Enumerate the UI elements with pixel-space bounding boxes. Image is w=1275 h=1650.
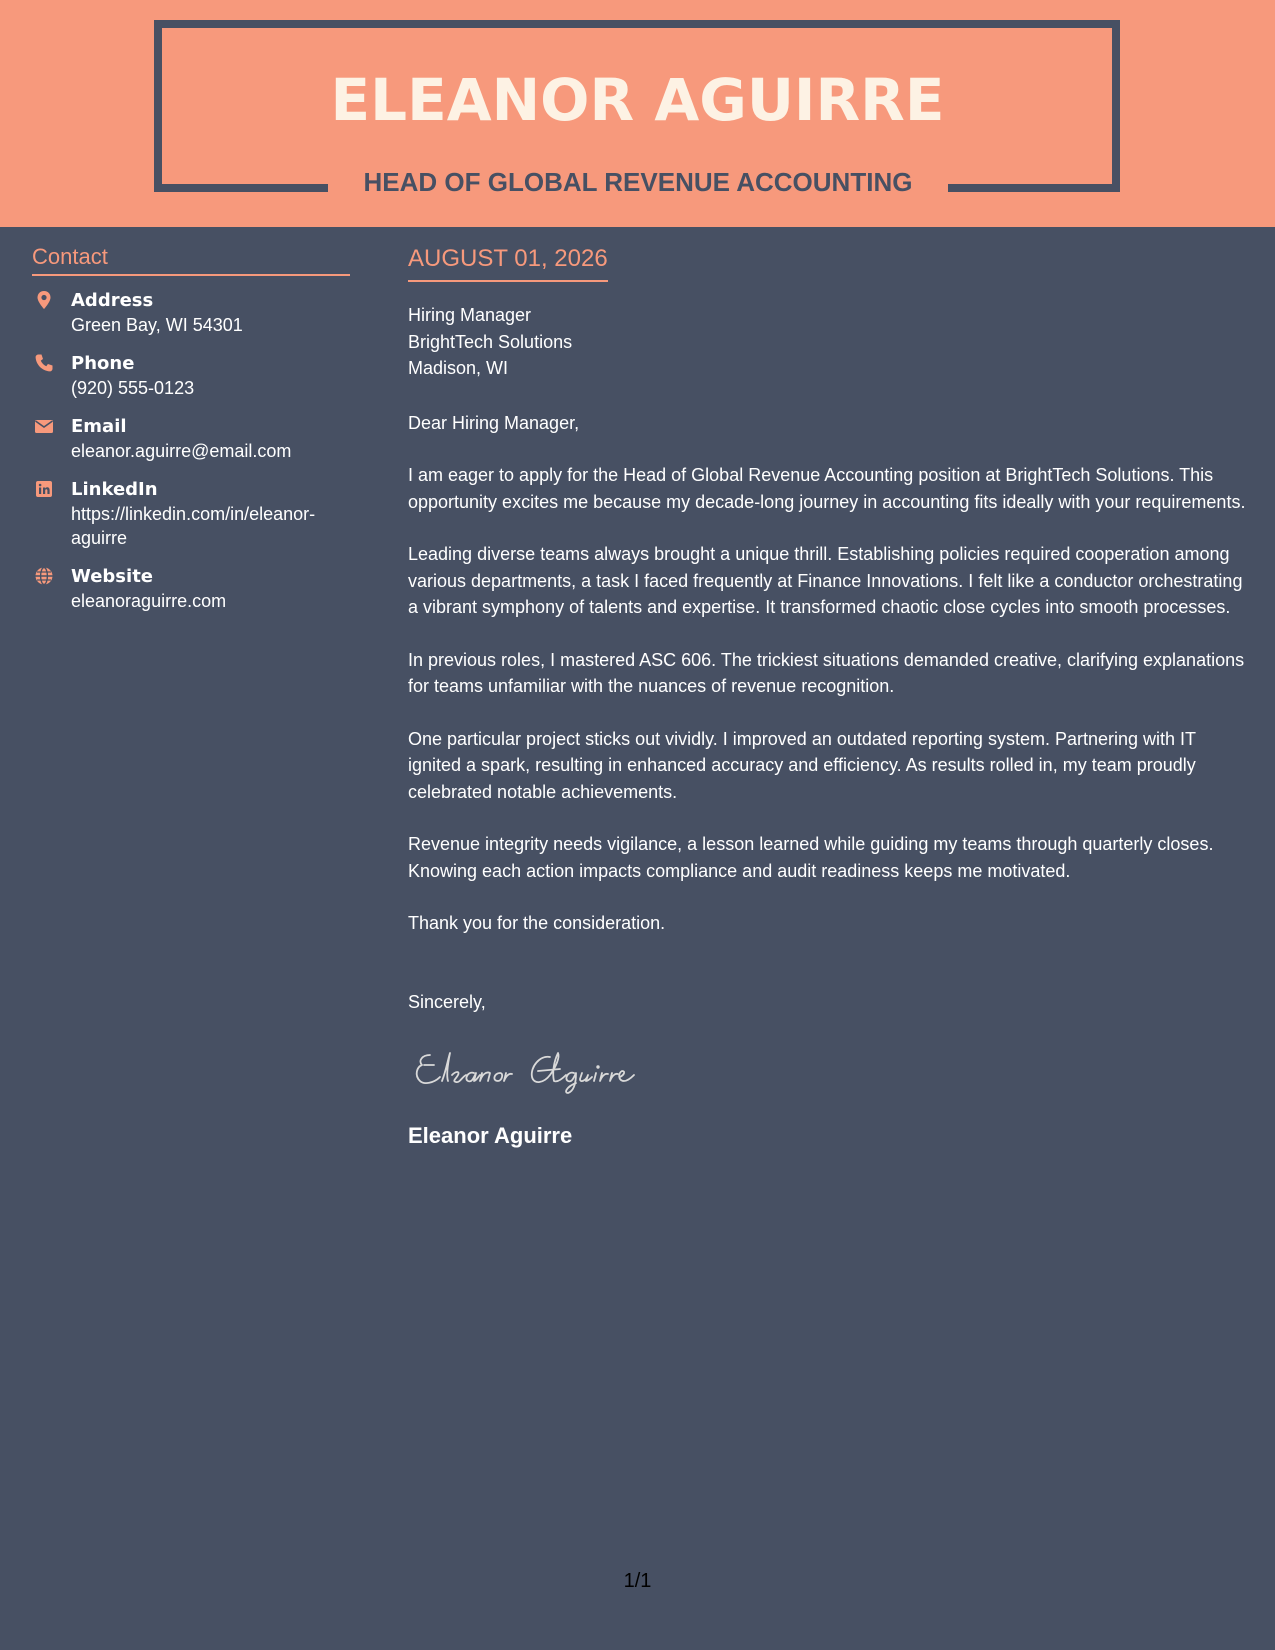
linkedin-icon [34, 479, 54, 499]
letter-paragraph: In previous roles, I mastered ASC 606. The trickiest situations demanded creative, clarifying explanations for teams unfamiliar with the nuances of revenue recognition. [408, 649, 1245, 696]
page-number: 1/1 [623, 1570, 652, 1592]
map-pin-icon [34, 290, 54, 310]
address-value: Green Bay, WI 54301 [71, 315, 243, 335]
contact-item-address [32, 288, 350, 337]
recipient-company: BrightTech Solutions [408, 331, 573, 352]
email-label: Email [71, 416, 127, 437]
website-label: Website [71, 566, 154, 587]
salutation: Dear Hiring Manager, [408, 412, 580, 433]
envelope-icon [34, 416, 54, 436]
closing-note: Thank you for the consideration. [408, 913, 666, 933]
recipient-name: Hiring Manager [408, 305, 532, 325]
contact-item-linkedin [32, 477, 350, 550]
letter-paragraph: Leading diverse teams always brought a unique thrill. Establishing policies required cooperation among various departments, a task I faced frequently at Finance Innovations. I felt like a conductor orchestrating a vibrant symphony of talents and expertise. It transformed chaotic close cycles into smooth processes. [408, 544, 1243, 617]
phone-icon [34, 353, 54, 373]
contact-item-website [32, 564, 350, 613]
linkedin-value[interactable]: https://linkedin.com/in/eleanor-aguirre [71, 504, 316, 548]
phone-label: Phone [71, 353, 135, 374]
recipient-block [408, 302, 1253, 382]
address-label: Address [71, 290, 154, 311]
letter-paragraph: One particular project sticks out vividly. I improved an outdated reporting system. Partnering with IT ignited a spark, resulting in enhanced accuracy and efficiency. As results rolled in, my team proudly celebrated notable achievements. [408, 728, 1196, 802]
handwritten-signature [408, 1043, 678, 1095]
contact-list [32, 288, 350, 613]
recipient-location: Madison, WI [408, 358, 509, 378]
letter-date: AUGUST 01, 2026 [408, 244, 608, 282]
phone-value: (920) 555-0123 [71, 378, 195, 398]
letter-paragraph: Revenue integrity needs vigilance, a lesson learned while guiding my teams through quarterly closes. Knowing each action impacts compliance and audit readiness keeps me motivated. [408, 834, 1214, 881]
contact-heading: Contact [32, 244, 350, 276]
signer-name: Eleanor Aguirre [408, 1123, 573, 1148]
linkedin-label: LinkedIn [71, 479, 158, 500]
letter-paragraph: I am eager to apply for the Head of Global Revenue Accounting position at BrightTech Solutions. This opportunity excites me because my decade-long journey in accounting fits ideally with your requirements. [408, 465, 1246, 512]
contact-sidebar [32, 244, 350, 627]
job-title: HEAD OF GLOBAL REVENUE ACCOUNTING [363, 167, 913, 197]
sign-off: Sincerely, [408, 991, 486, 1012]
letter-body [408, 244, 1253, 1150]
header-band [0, 0, 1275, 227]
contact-item-phone [32, 351, 350, 400]
contact-item-email [32, 414, 350, 463]
website-value[interactable]: eleanoraguirre.com [71, 591, 227, 611]
candidate-name: ELEANOR AGUIRRE [330, 66, 945, 134]
globe-icon [34, 566, 54, 586]
email-value[interactable]: eleanor.aguirre@email.com [71, 441, 292, 461]
